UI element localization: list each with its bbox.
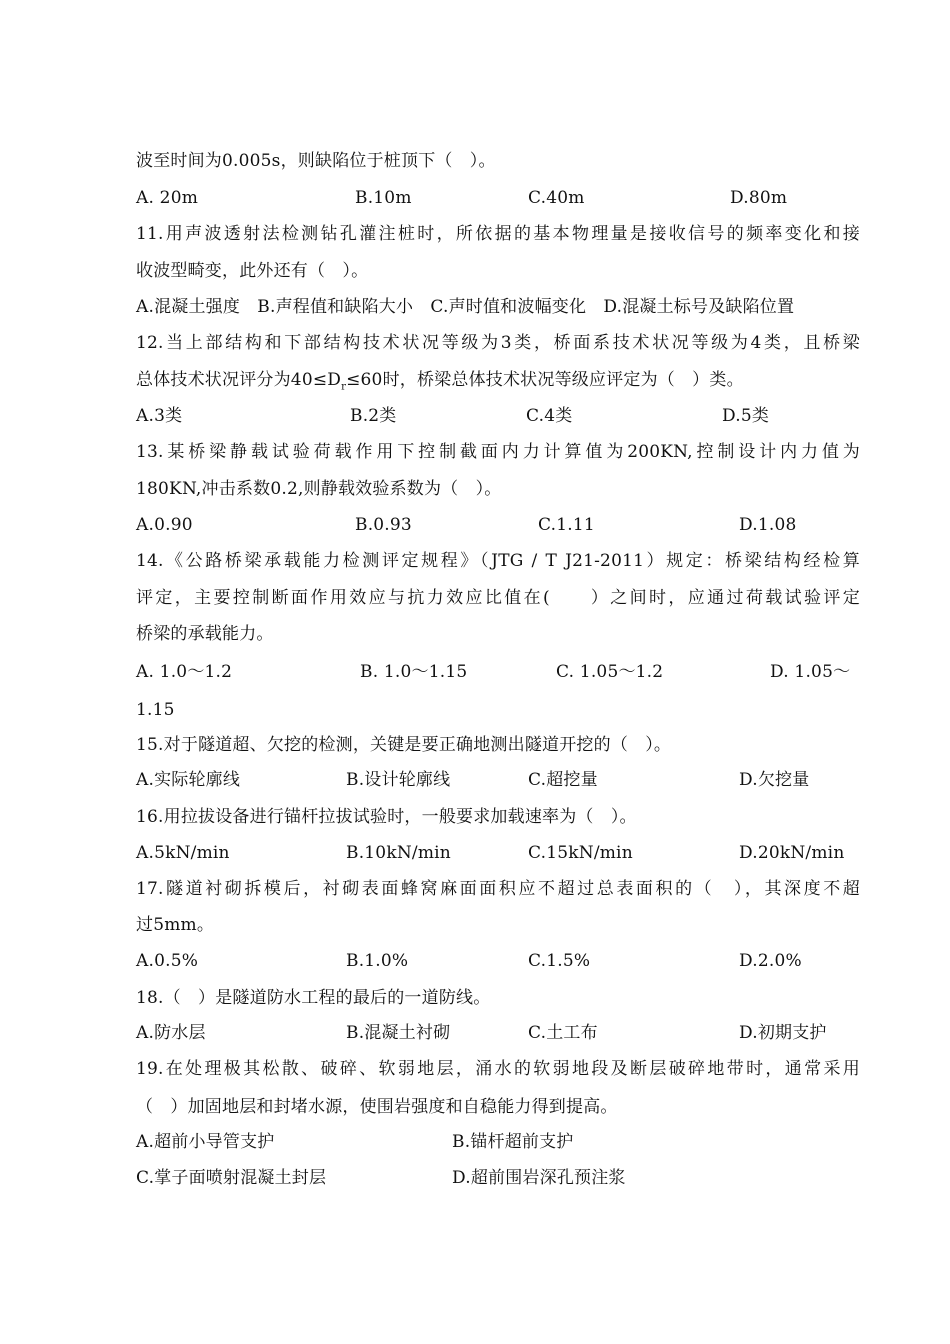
option-a: A.超前小导管支护 (136, 1132, 275, 1152)
option-c: C.1.11 (538, 515, 595, 535)
option-b: B.设计轮廓线 (346, 770, 451, 790)
option-b: B. 1.0～1.15 (360, 662, 468, 682)
option-a: A. 20m (136, 188, 199, 208)
question-12-stem-cont (136, 369, 860, 398)
option-c: C.1.5% (528, 951, 591, 971)
question-13-stem: 13.某桥梁静载试验荷载作用下控制截面内力计算值为200KN,控制设计内力值为 (136, 442, 860, 462)
option-b: B.10kN/min (346, 843, 451, 863)
option-a: A. 1.0～1.2 (136, 662, 233, 682)
option-d: D.5类 (722, 406, 770, 426)
option-c: C.4类 (526, 406, 573, 426)
option-c: C.掌子面喷射混凝土封层 (136, 1168, 327, 1188)
question-11-stem-cont: 收波型畸变，此外还有（ ）。 (136, 261, 369, 281)
option-c: C. 1.05～1.2 (556, 662, 664, 682)
option-b: B.混凝土衬砌 (346, 1023, 451, 1043)
question-16-stem: 16.用拉拔设备进行锚杆拉拔试验时，一般要求加载速率为（ ）。 (136, 807, 637, 827)
option-c: C.超挖量 (528, 770, 598, 790)
question-19-stem: 19.在处理极其松散、破碎、软弱地层，涌水的软弱地段及断层破碎地带时，通常采用 (136, 1059, 860, 1079)
option-d: D. 1.05～ (770, 662, 851, 682)
question-10-continuation: 波至时间为0.005s，则缺陷位于桩顶下（ ）。 (136, 151, 496, 171)
option-c: C.40m (528, 188, 585, 208)
question-11-stem: 11.用声波透射法检测钻孔灌注桩时，所依据的基本物理量是接收信号的频率变化和接 (136, 224, 860, 244)
option-b: B.2类 (350, 406, 397, 426)
question-18-stem: 18.（ ）是隧道防水工程的最后的一道防线。 (136, 988, 491, 1008)
option-b: B.0.93 (355, 515, 412, 535)
option-d: D.欠挖量 (739, 770, 810, 790)
q12-text-post: ≤60时，桥梁总体技术状况等级应评定为（ ）类。 (346, 370, 744, 390)
option-a: A.0.5% (136, 951, 199, 971)
question-11-options: A.混凝土强度 B.声程值和缺陷大小 C.声时值和波幅变化 D.混凝土标号及缺陷位置 (136, 297, 795, 317)
option-a: A.3类 (136, 406, 183, 426)
question-14-stem-cont: 评定，主要控制断面作用效应与抗力效应比值在( ）之间时，应通过荷载试验评定 (136, 588, 860, 608)
option-d: D.超前围岩深孔预注浆 (452, 1168, 626, 1188)
option-d: D.初期支护 (739, 1023, 827, 1043)
question-14-stem-end: 桥梁的承载能力。 (136, 624, 274, 644)
question-14-option-d-tail: 1.15 (136, 700, 175, 720)
option-a: A.0.90 (136, 515, 193, 535)
question-14-stem: 14.《公路桥梁承载能力检测评定规程》（JTG / T J21-2011）规定：桥梁结构经检算 (136, 551, 860, 571)
option-b: B.1.0% (346, 951, 409, 971)
question-12-stem: 12.当上部结构和下部结构技术状况等级为3类，桥面系技术状况等级为4类，且桥梁 (136, 333, 860, 353)
question-19-stem-cont: （ ）加固地层和封堵水源，使围岩强度和自稳能力得到提高。 (136, 1097, 618, 1117)
option-a: A.防水层 (136, 1023, 206, 1043)
question-15-stem: 15.对于隧道超、欠挖的检测，关键是要正确地测出隧道开挖的（ ）。 (136, 735, 672, 755)
option-d: D.80m (730, 188, 788, 208)
option-a: A.实际轮廓线 (136, 770, 241, 790)
option-b: B.锚杆超前支护 (452, 1132, 574, 1152)
option-d: D.1.08 (739, 515, 797, 535)
q12-text-pre: 总体技术状况评分为40≤D (136, 370, 342, 390)
option-c: C.15kN/min (528, 843, 633, 863)
option-a: A.5kN/min (136, 843, 230, 863)
option-b: B.10m (355, 188, 412, 208)
question-13-stem-cont: 180KN,冲击系数0.2,则静载效验系数为（ ）。 (136, 479, 502, 499)
option-d: D.2.0% (739, 951, 802, 971)
option-c: C.土工布 (528, 1023, 598, 1043)
question-17-stem-cont: 过5mm。 (136, 915, 215, 935)
question-17-stem: 17.隧道衬砌拆模后，衬砌表面蜂窝麻面面积应不超过总表面积的（ ），其深度不超 (136, 879, 860, 899)
q12-subscript: r (341, 381, 347, 393)
option-d: D.20kN/min (739, 843, 845, 863)
